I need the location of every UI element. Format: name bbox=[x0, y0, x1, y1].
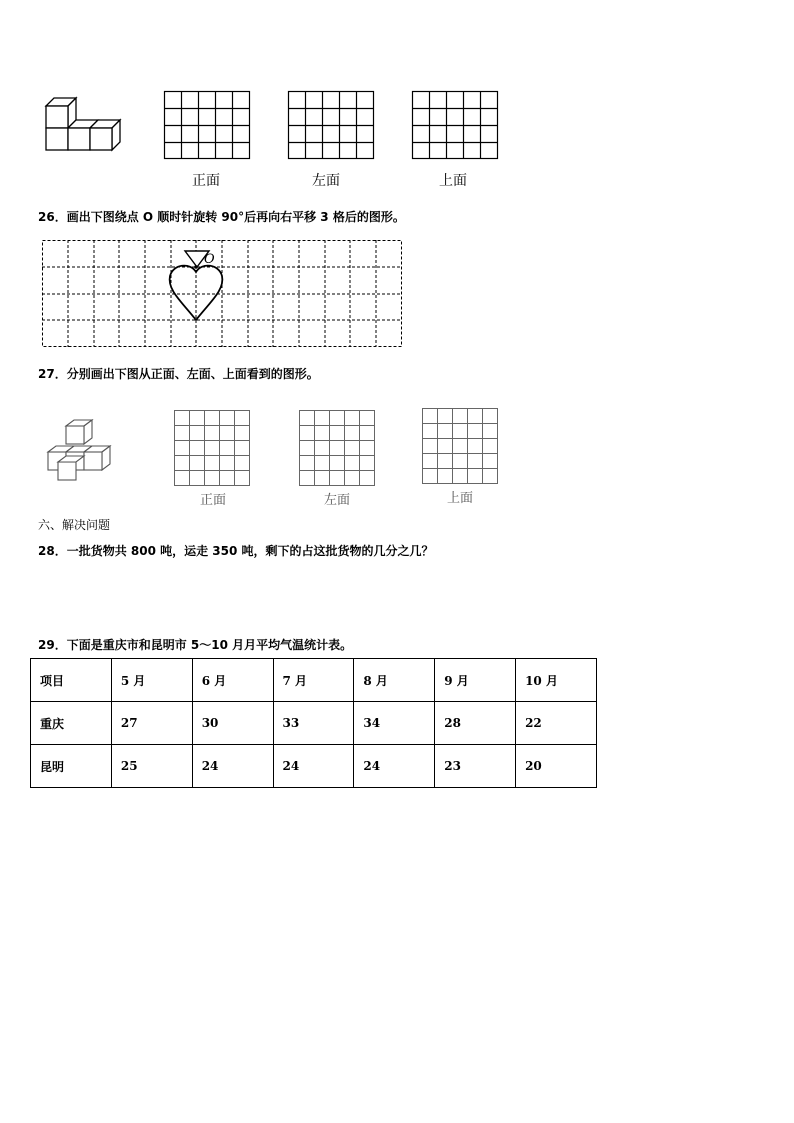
scan-label-left: 左面 bbox=[324, 493, 351, 508]
table-cell: 20 bbox=[516, 745, 597, 788]
point-o-label: O bbox=[204, 252, 215, 267]
grid-left-view[interactable] bbox=[288, 91, 374, 159]
grid-front-view[interactable] bbox=[164, 91, 250, 159]
table-cell: 5 月 bbox=[111, 659, 192, 702]
table-cell: 昆明 bbox=[31, 745, 112, 788]
question-27: 27．分别画出下图从正面、左面、上面看到的图形。 bbox=[38, 367, 319, 381]
table-cell: 22 bbox=[516, 702, 597, 745]
point-o bbox=[194, 265, 198, 269]
table-cell: 7 月 bbox=[273, 659, 354, 702]
table-cell: 8 月 bbox=[354, 659, 435, 702]
table-cell: 30 bbox=[192, 702, 273, 745]
table-row-kunming bbox=[31, 745, 597, 788]
question-26: 26．画出下图绕点 O 顺时针旋转 90°后再向右平移 3 格后的图形。 bbox=[38, 210, 405, 224]
label-front: 正面 bbox=[192, 173, 220, 189]
table-row-chongqing bbox=[31, 702, 597, 745]
grid-top-view[interactable] bbox=[412, 91, 498, 159]
table-cell: 24 bbox=[354, 745, 435, 788]
scan-grid-top[interactable] bbox=[422, 408, 498, 484]
table-cell: 9 月 bbox=[435, 659, 516, 702]
table-cell: 27 bbox=[111, 702, 192, 745]
table-cell: 10 月 bbox=[516, 659, 597, 702]
table-header-row bbox=[31, 659, 597, 702]
table-cell: 24 bbox=[273, 745, 354, 788]
table-cell: 23 bbox=[435, 745, 516, 788]
table-cell: 34 bbox=[354, 702, 435, 745]
scan-grid-front[interactable] bbox=[174, 410, 250, 486]
table-cell: 25 bbox=[111, 745, 192, 788]
temperature-table bbox=[30, 658, 597, 788]
table-cell: 28 bbox=[435, 702, 516, 745]
question-28: 28．一批货物共 800 吨，运走 350 吨，剩下的占这批货物的几分之几？ bbox=[38, 544, 434, 558]
scan-label-top: 上面 bbox=[447, 491, 474, 506]
label-left: 左面 bbox=[312, 173, 340, 189]
dashed-grid-heart[interactable] bbox=[42, 240, 404, 348]
table-cell: 24 bbox=[192, 745, 273, 788]
scan-grid-left[interactable] bbox=[299, 410, 375, 486]
cube-figure-q27 bbox=[44, 418, 124, 482]
question-29: 29．下面是重庆市和昆明市 5～10 月月平均气温统计表。 bbox=[38, 638, 353, 652]
table-cell: 6 月 bbox=[192, 659, 273, 702]
cube-figure-top bbox=[40, 94, 130, 156]
table-cell: 33 bbox=[273, 702, 354, 745]
table-cell: 项目 bbox=[31, 659, 112, 702]
label-top: 上面 bbox=[439, 173, 467, 189]
section-6-title: 六、解决问题 bbox=[38, 518, 111, 532]
scan-label-front: 正面 bbox=[200, 493, 227, 508]
table-cell: 重庆 bbox=[31, 702, 112, 745]
